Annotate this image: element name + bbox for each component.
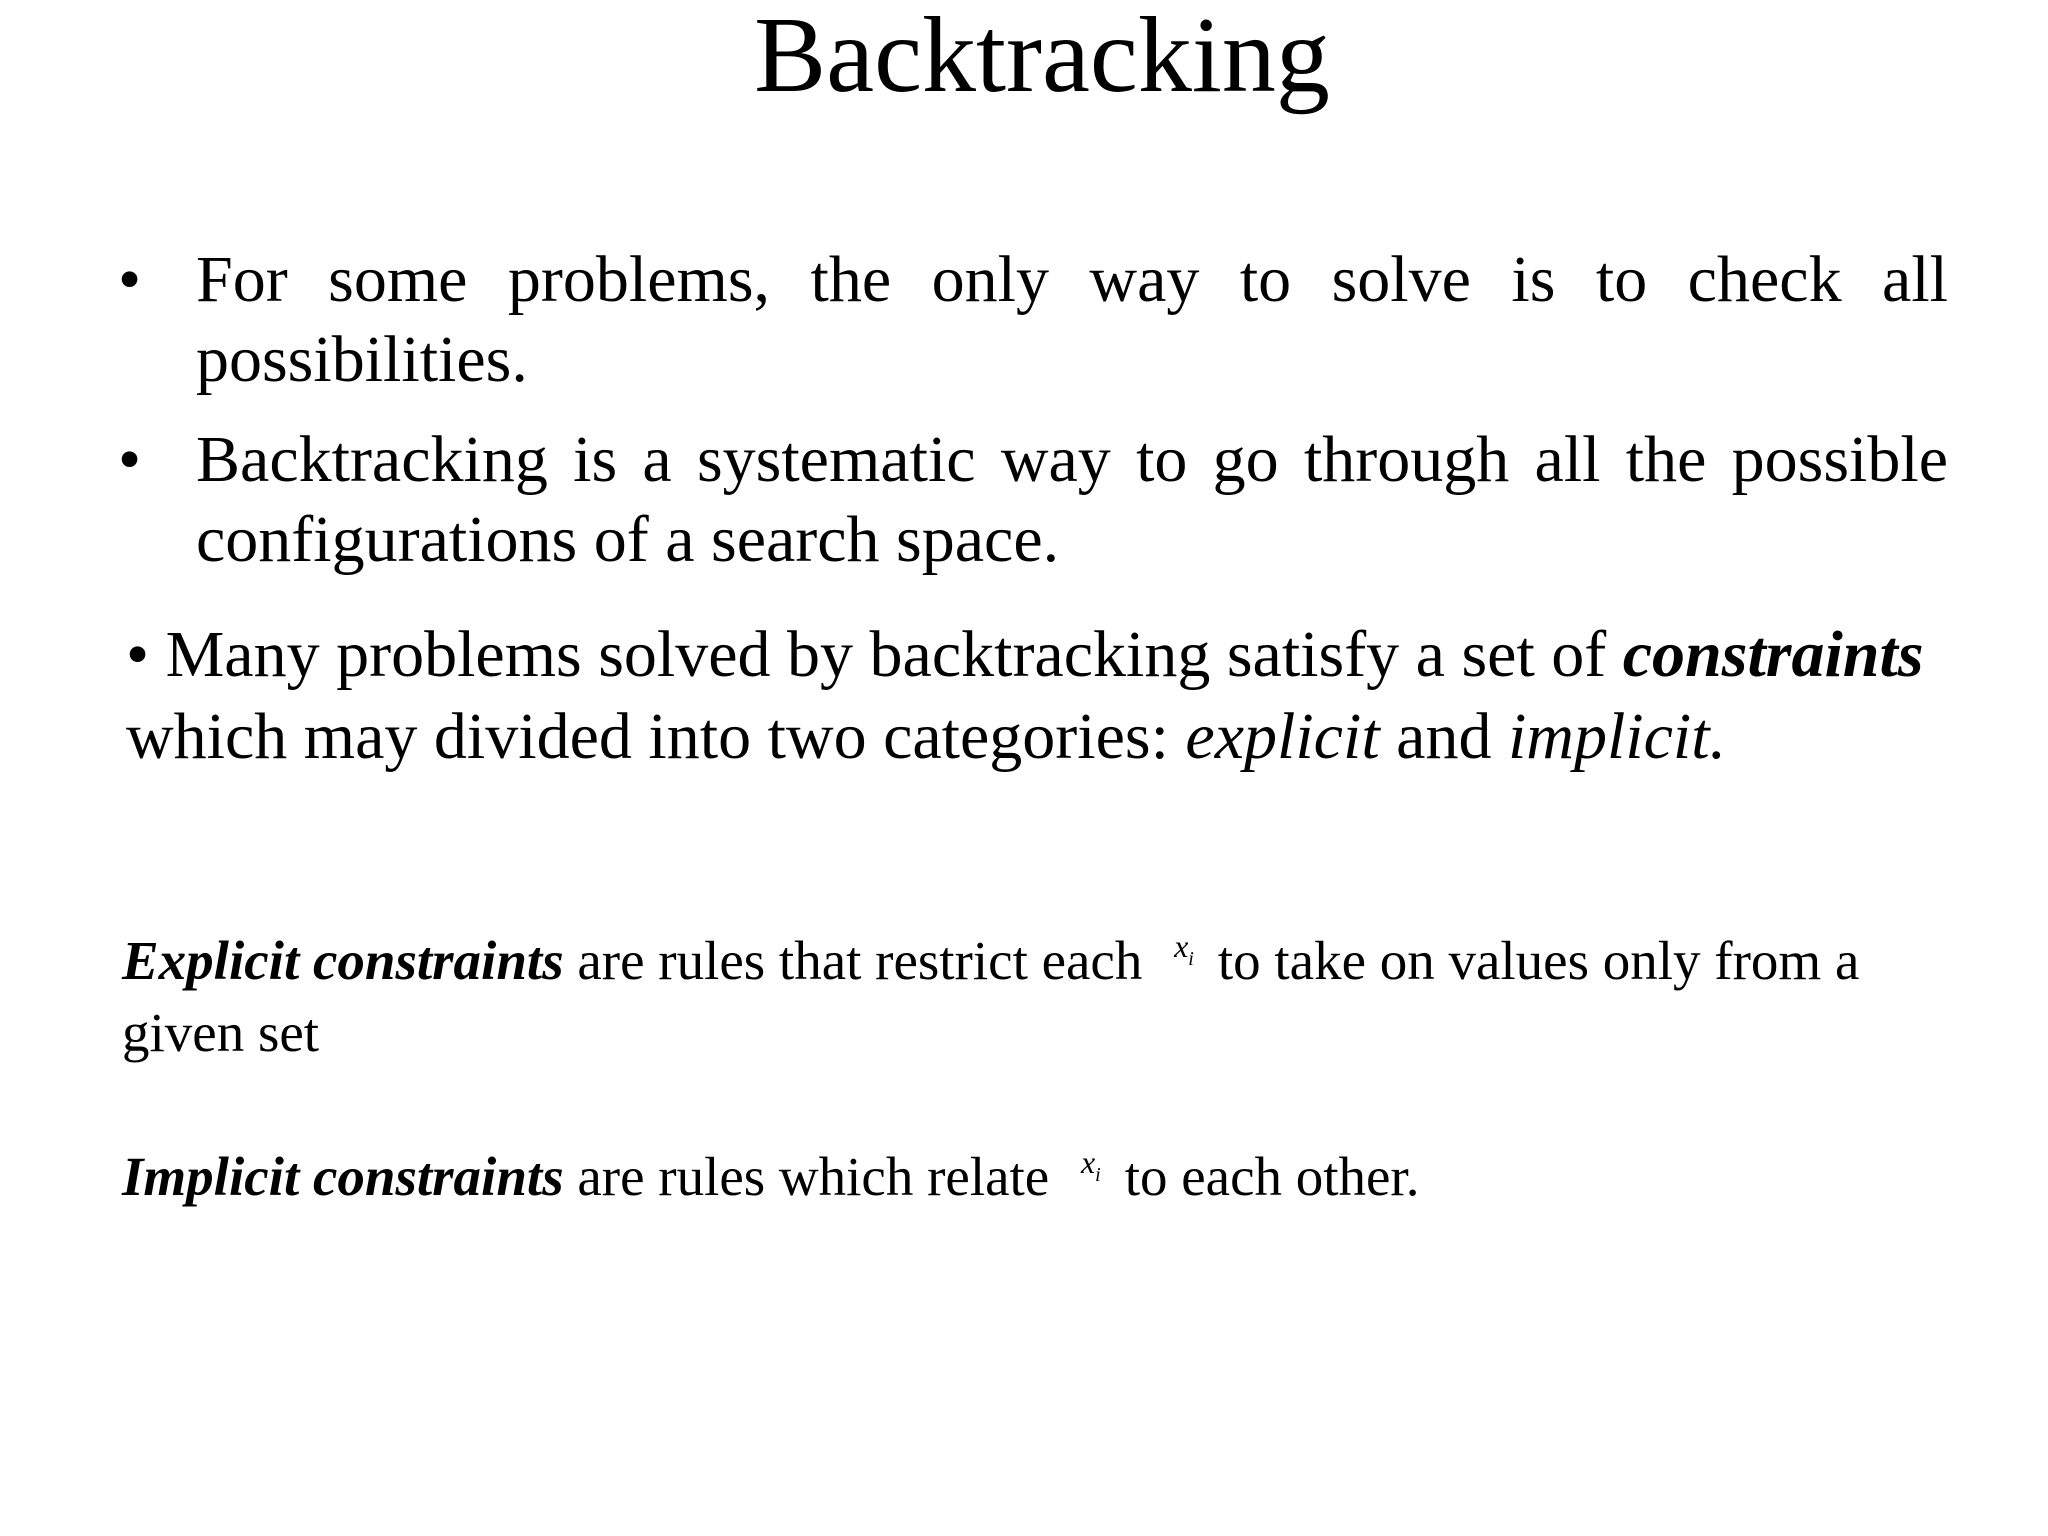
bullet-text: For some problems, the only way to solve is to check all possibilities. (196, 243, 1948, 396)
explicit-before-var: are rules that restrict each (563, 930, 1157, 991)
implicit-definition (122, 1126, 1982, 1213)
bullet-marker: • (118, 243, 142, 316)
and-word: and (1379, 700, 1508, 773)
constraints-term: constraints (1622, 618, 1924, 691)
explicit-term: Explicit constraints (122, 930, 564, 991)
variable-xi (1081, 1126, 1101, 1211)
constraints-lead: • Many problems solved by backtracking satisfy a set of (126, 618, 1623, 691)
variable-x: x (1080, 1144, 1096, 1180)
bullet-item (118, 420, 1948, 580)
variable-subscript: i (1095, 1164, 1101, 1186)
bullet-marker: • (118, 423, 142, 496)
implicit-before-var: are rules which relate (563, 1146, 1063, 1207)
slide-title: Backtracking (754, 0, 1330, 115)
explicit-word: explicit (1185, 700, 1380, 773)
bullet-text: Backtracking is a systematic way to go through all the possible configurations of a search space. (196, 423, 1948, 576)
explicit-after-var: to take on values only from a given set (122, 930, 1860, 1063)
bullet-item (118, 240, 1948, 400)
variable-xi (1174, 910, 1194, 995)
implicit-after-var: to each other. (1124, 1146, 1420, 1207)
bullet-list (118, 240, 1948, 600)
implicit-word: implicit. (1507, 700, 1727, 773)
constraints-paragraph (126, 614, 1986, 778)
implicit-term: Implicit constraints (122, 1146, 564, 1207)
explicit-definition (122, 910, 1982, 1069)
variable-x: x (1174, 928, 1189, 964)
variable-subscript: i (1188, 948, 1194, 970)
constraints-middle: which may divided into two categories: (126, 700, 1186, 773)
